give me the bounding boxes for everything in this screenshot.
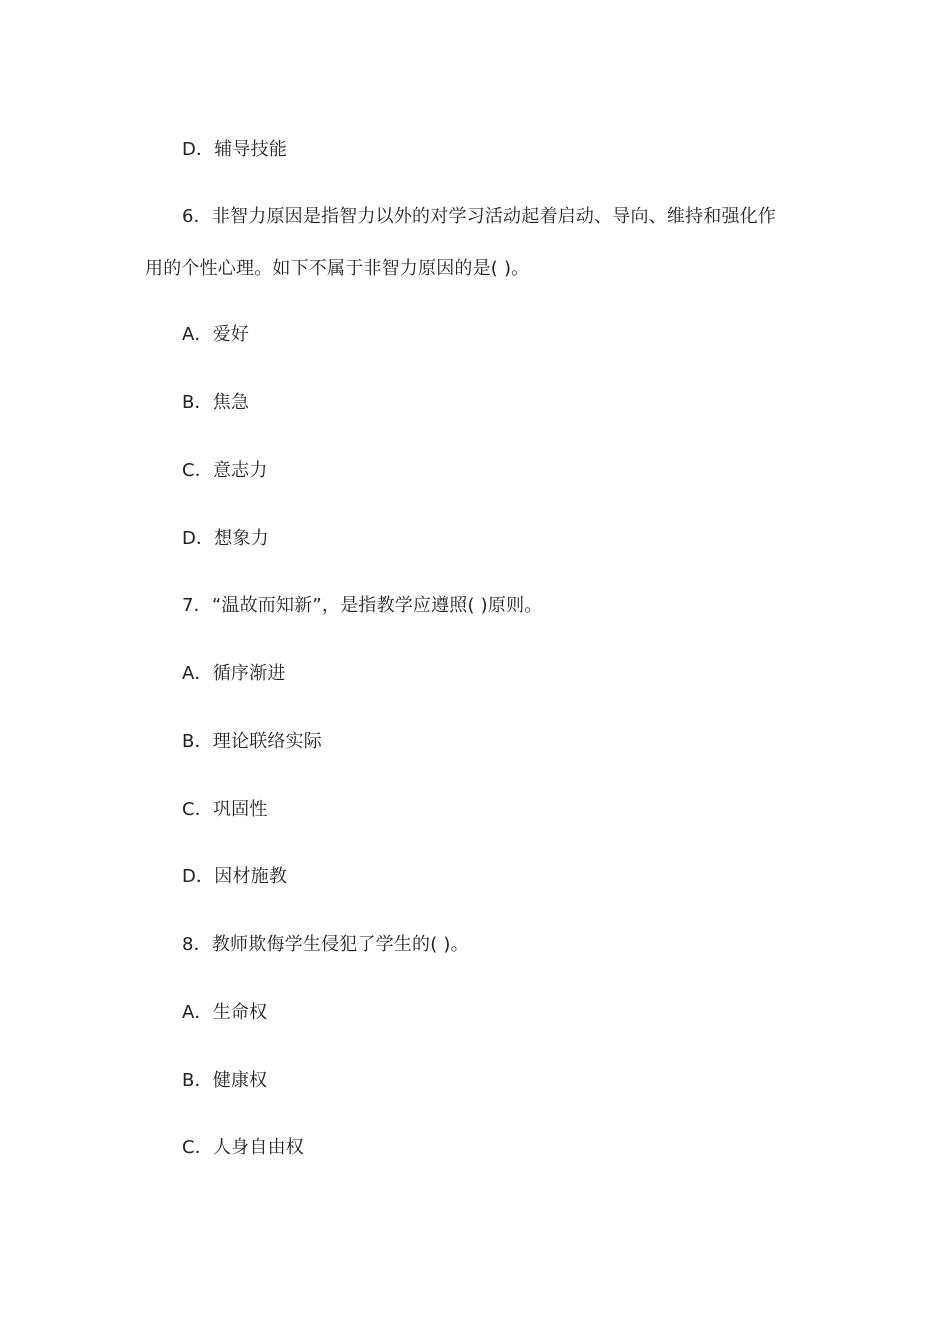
question-8-option-b: B．健康权 [182, 1070, 268, 1091]
question-7-option-b: B．理论联络实际 [182, 731, 322, 752]
question-6-option-b: B．焦急 [182, 392, 250, 413]
question-7-option-d: D．因材施教 [182, 866, 288, 887]
question-5-option-d: D．辅导技能 [182, 139, 288, 160]
question-7-option-c: C．巩固性 [182, 799, 268, 820]
question-6-option-a: A．爱好 [182, 324, 250, 345]
question-8-option-c: C．人身自由权 [182, 1137, 304, 1158]
question-7-stem: 7．“温故而知新”，是指教学应遵照( )原则。 [182, 595, 543, 616]
question-6-option-c: C．意志力 [182, 460, 268, 481]
question-6-stem-line-2: 用的个性心理。如下不属于非智力原因的是( )。 [145, 258, 530, 279]
question-8-stem: 8．教师欺侮学生侵犯了学生的( )。 [182, 934, 469, 955]
question-6-stem-line-1: 6．非智力原因是指智力以外的对学习活动起着启动、导向、维持和强化作 [182, 206, 777, 227]
question-7-option-a: A．循序渐进 [182, 663, 286, 684]
question-8-option-a: A．生命权 [182, 1002, 268, 1023]
question-6-option-d: D．想象力 [182, 528, 269, 549]
